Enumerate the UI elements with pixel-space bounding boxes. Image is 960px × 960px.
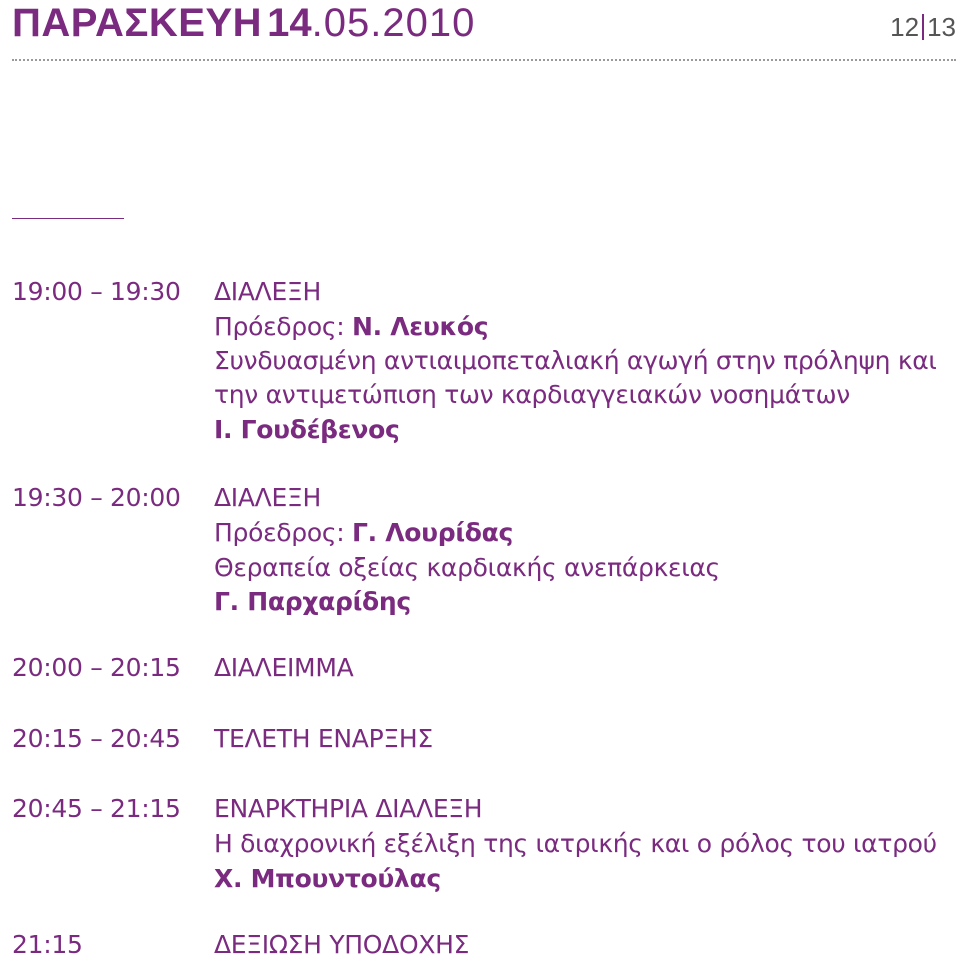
chair-line [214,312,488,341]
session-type: ΕΝΑΡΚΤΗΡΙΑ ΔΙΑΛΕΞΗ [214,794,483,823]
talk-title-line: την αντιμετώπιση των καρδιαγγειακών νοσημάτων [214,380,850,409]
date-rest: .05.2010 [311,1,476,45]
chair-name: Ν. Λευκός [352,312,489,341]
day-title: ΠΑΡΑΣΚΕΥΗ [12,1,263,45]
schedule-time: 21:15 [12,930,83,959]
speaker-name: Χ. Μπουντούλας [214,864,441,893]
page-number-left: 12 [890,12,920,42]
section-short-divider [12,218,124,219]
page-header [12,0,475,50]
session-type: ΤΕΛΕΤΗ ΕΝΑΡΞΗΣ [214,724,433,753]
session-type: ΔΕΞΙΩΣΗ ΥΠΟΔΟΧΗΣ [214,930,470,959]
schedule-time: 20:00 – 20:15 [12,653,181,682]
schedule-time: 20:45 – 21:15 [12,794,181,823]
schedule-time: 19:00 – 19:30 [12,277,181,306]
chair-name: Γ. Λουρίδας [352,518,514,547]
session-type: ΔΙΑΛΕΙΜΜΑ [214,653,354,682]
session-type: ΔΙΑΛΕΞΗ [214,483,321,512]
date-day: 14 [267,1,312,45]
schedule-time: 19:30 – 20:00 [12,483,181,512]
chair-label: Πρόεδρος: [214,518,345,547]
talk-title-line: Θεραπεία οξείας καρδιακής ανεπάρκειας [214,553,720,582]
page-number-right: 13 [927,12,956,42]
chair-line [214,518,513,547]
schedule-time: 20:15 – 20:45 [12,724,181,753]
header-dotted-divider [12,59,956,61]
session-type: ΔΙΑΛΕΞΗ [214,277,321,306]
page-numbers [890,12,956,43]
speaker-name: Ι. Γουδέβενος [214,415,400,444]
talk-title-line: Συνδυασμένη αντιαιμοπεταλιακή αγωγή στην πρόληψη και [214,346,937,375]
speaker-name: Γ. Παρχαρίδης [214,587,411,616]
talk-title-line: Η διαχρονική εξέλιξη της ιατρικής και ο ρόλος του ιατρού [214,829,937,858]
chair-label: Πρόεδρος: [214,312,345,341]
page-separator [922,14,924,40]
